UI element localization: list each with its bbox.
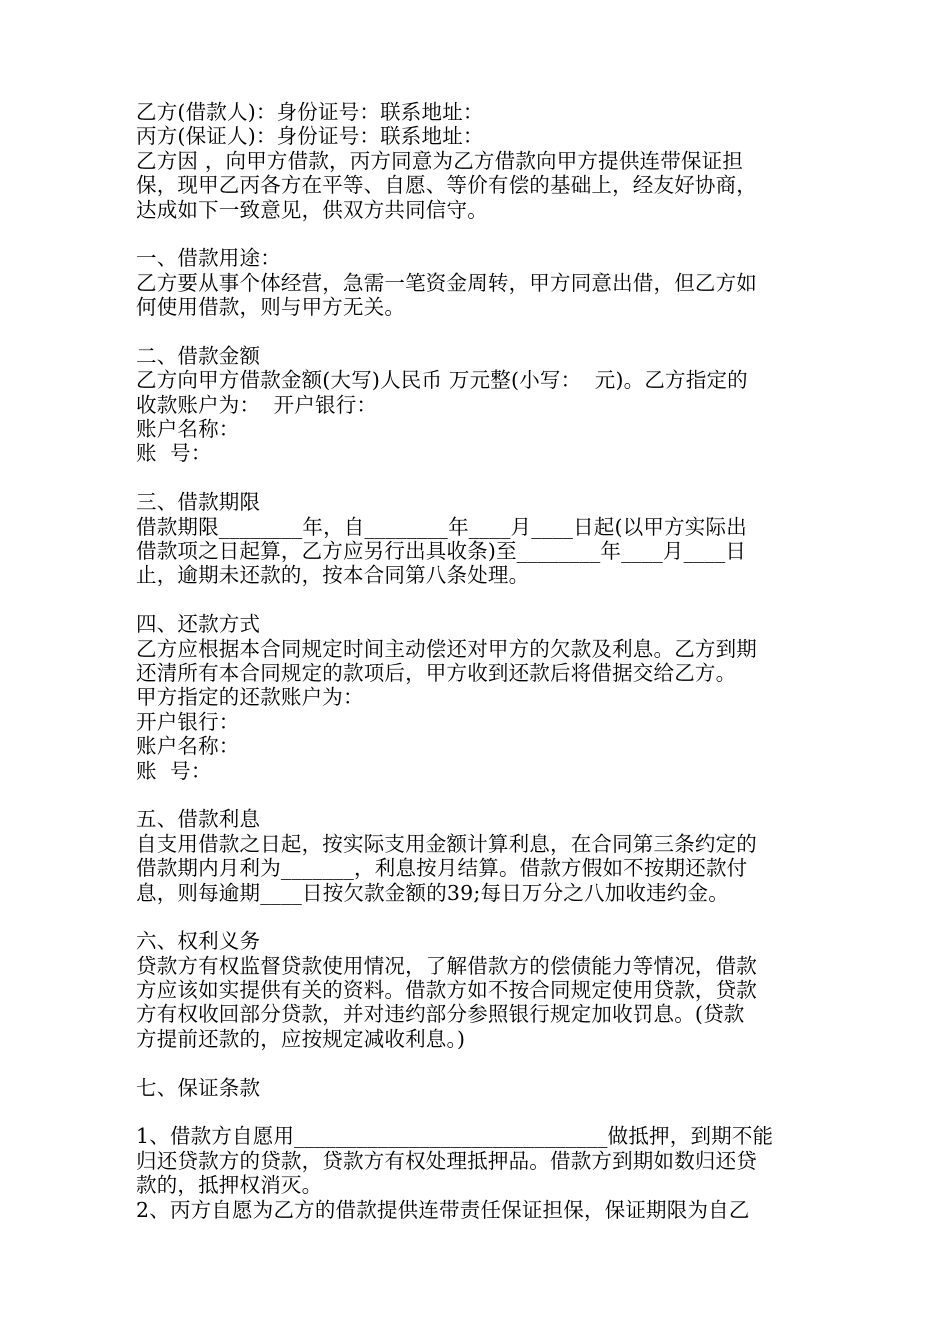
- text-line: 达成如下一致意见，供双方共同信守。: [136, 197, 488, 222]
- section-heading: 四、还款方式: [136, 612, 261, 637]
- blank-line: [136, 222, 826, 246]
- text-line: 账户名称：: [136, 417, 240, 442]
- text-line: 账 号：: [136, 441, 212, 466]
- blank-line: [136, 588, 826, 612]
- section-heading: 五、借款利息: [136, 807, 261, 832]
- text-line: 还清所有本合同规定的款项后，甲方收到还款后将借据交给乙方。: [136, 660, 737, 685]
- section-heading: 二、借款金额: [136, 343, 261, 368]
- text-line: 方有权收回部分贷款，并对违约部分参照银行规定加收罚息。(贷款: [136, 1002, 745, 1027]
- text-line: 乙方应根据本合同规定时间主动偿还对甲方的欠款及利息。乙方到期: [136, 636, 757, 661]
- text-line: 何使用借款，则与甲方无关。: [136, 295, 406, 320]
- text-line: 2、丙方自愿为乙方的借款提供连带责任保证担保，保证期限为自乙: [136, 1197, 750, 1222]
- text-line: 自支用借款之日起，按实际支用金额计算利息，在合同第三条约定的: [136, 831, 757, 856]
- text-line: 方提前还款的，应按规定减收利息。): [136, 1026, 466, 1051]
- text-line: 乙方(借款人)：身份证号：联系地址：: [136, 100, 484, 124]
- text-line: 乙方要从事个体经营，急需一笔资金周转，甲方同意出借，但乙方如: [136, 270, 757, 295]
- text-line: 开户银行：: [136, 709, 240, 734]
- text-line: 止，逾期未还款的，按本合同第八条处理。: [136, 563, 530, 588]
- text-line: 收款账户为： 开户银行：: [136, 392, 378, 417]
- text-line: 借款项之日起算，乙方应另行出具收条)至________年____月____日: [136, 539, 747, 564]
- text-line: 贷款方有权监督贷款使用情况，了解借款方的偿债能力等情况，借款: [136, 953, 757, 978]
- section-heading: 三、借款期限: [136, 490, 261, 515]
- text-line: 保，现甲乙丙各方在平等、自愿、等价有偿的基础上，经友好协商，: [136, 173, 757, 198]
- blank-line: [136, 320, 826, 344]
- text-line: 丙方(保证人)：身份证号：联系地址：: [136, 124, 484, 149]
- blank-line: [136, 466, 826, 490]
- text-line: 借款期限________年，自________年____月____日起(以甲方实际出: [136, 514, 747, 539]
- blank-line: [136, 783, 826, 807]
- text-line: 借款期内月利为_______，利息按月结算。借款方假如不按期还款付: [136, 856, 748, 881]
- text-line: 息，则每逾期____日按欠款金额的39;每日万分之八加收违约金。: [136, 880, 729, 905]
- blank-line: [136, 1051, 826, 1075]
- text-line: 乙方向甲方借款金额(大写)人民币 万元整(小写： 元)。乙方指定的: [136, 368, 748, 393]
- text-line: 乙方因 ，向甲方借款，丙方同意为乙方借款向甲方提供连带保证担: [136, 148, 744, 173]
- text-line: 账户名称：: [136, 734, 240, 759]
- text-line: 款的，抵押权消灭。: [136, 1173, 323, 1198]
- blank-line: [136, 1100, 826, 1124]
- text-line: 甲方指定的还款账户为：: [136, 685, 364, 710]
- text-line: 账 号：: [136, 758, 212, 783]
- section-heading: 七、保证条款: [136, 1075, 261, 1100]
- text-line: 方应该如实提供有关的资料。借款方如不按合同规定使用贷款，贷款: [136, 978, 757, 1003]
- section-heading: 一、借款用途：: [136, 246, 281, 271]
- contract-body: [136, 100, 826, 1222]
- blank-line: [136, 905, 826, 929]
- section-heading: 六、权利义务: [136, 929, 261, 954]
- text-line: 归还贷款方的贷款，贷款方有权处理抵押品。借款方到期如数归还贷: [136, 1148, 757, 1173]
- text-line: 1、借款方自愿用______________________________做抵押，到期不能: [136, 1124, 774, 1149]
